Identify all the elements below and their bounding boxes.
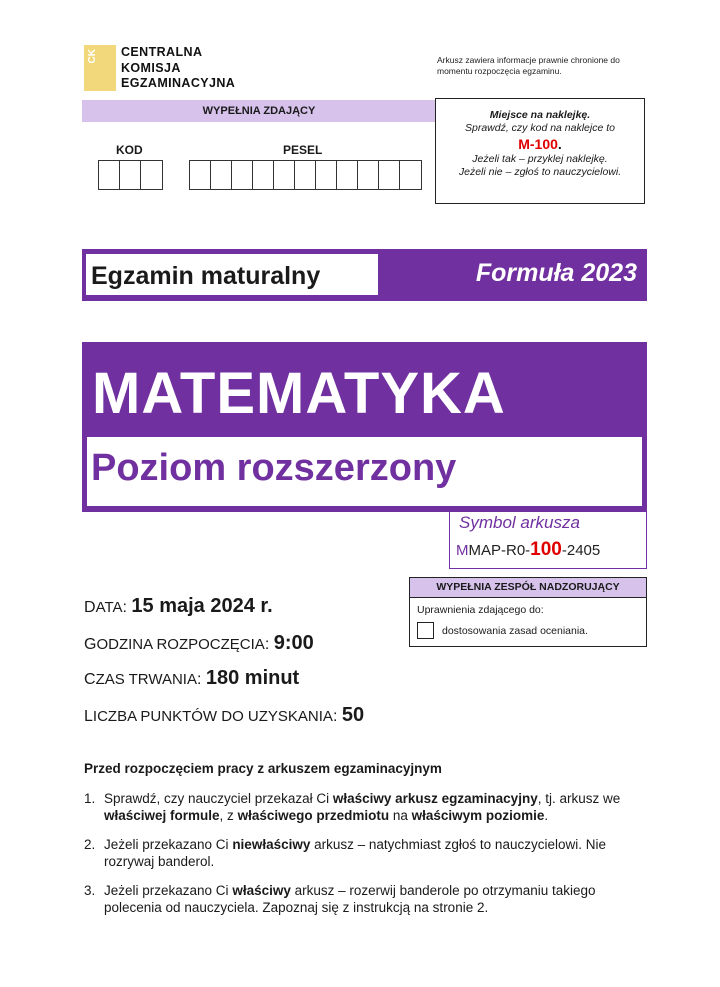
info-duration-sep: : xyxy=(196,671,206,688)
kod-digit-box[interactable] xyxy=(99,161,120,189)
kod-digit-box[interactable] xyxy=(141,161,162,189)
pesel-digit-box[interactable] xyxy=(379,161,400,189)
instruction-text: Jeżeli przekazano Ci xyxy=(104,883,233,898)
pesel-digit-box[interactable] xyxy=(295,161,316,189)
info-start-sep: : xyxy=(264,636,274,653)
exam-title: Egzamin maturalny xyxy=(91,262,321,290)
cke-logo-mark xyxy=(84,45,116,91)
kod-digit-box[interactable] xyxy=(120,161,141,189)
supervisors-box xyxy=(409,577,647,647)
instruction-number: 2. xyxy=(84,837,96,852)
pesel-digit-box[interactable] xyxy=(316,161,337,189)
cke-logo-text xyxy=(121,45,235,92)
info-duration xyxy=(84,667,299,690)
info-date xyxy=(84,595,273,618)
instruction-bold: właściwym poziomie xyxy=(411,807,545,823)
instruction-text: na xyxy=(389,807,412,823)
level-title: Poziom rozszerzony xyxy=(91,447,457,489)
pesel-digit-box[interactable] xyxy=(211,161,232,189)
instruction-bold: właściwy arkusz egzaminacyjny xyxy=(332,791,538,806)
pesel-digit-box[interactable] xyxy=(232,161,253,189)
instruction-item-2 xyxy=(84,837,644,870)
info-date-label-initial: D xyxy=(84,599,96,616)
logo-mark-letters: CK xyxy=(87,49,98,64)
info-start-label-initial: G xyxy=(84,636,97,653)
info-start-value: 9:00 xyxy=(273,632,314,654)
sticker-no-text: Jeżeli nie – zgłoś to nauczycielowi. xyxy=(458,166,622,178)
level-box xyxy=(87,437,642,506)
info-date-label: ATA xyxy=(95,599,123,616)
sticker-yes-text: Jeżeli tak – przyklej naklejkę. xyxy=(472,153,608,165)
info-points-label-initial: L xyxy=(84,708,93,725)
instruction-bold: niewłaściwy xyxy=(232,837,311,852)
info-date-value: 15 maja 2024 r. xyxy=(131,595,273,617)
logo-line-1: CENTRALNA xyxy=(121,45,203,59)
instruction-bold: właściwej formule xyxy=(104,807,220,823)
pesel-digit-box[interactable] xyxy=(358,161,379,189)
pesel-label: PESEL xyxy=(283,143,323,157)
info-points-sep: : xyxy=(332,708,342,725)
pesel-digit-box[interactable] xyxy=(274,161,295,189)
sheet-symbol-box xyxy=(449,509,647,569)
info-duration-label: ZAS TRWANIA xyxy=(95,671,197,688)
symbol-prefix-rest: MAP-R0- xyxy=(468,542,531,559)
instruction-text: arkusz – rozerwij banderole po otrzymaniu takiego polecenia od nauczyciela. Zapoznaj się z instrukcją na stronie 2. xyxy=(104,883,596,915)
legal-note: Arkusz zawiera informacje prawnie chronione do momentu rozpoczęcia egzaminu. xyxy=(437,55,620,76)
instruction-number: 3. xyxy=(84,883,96,898)
sticker-code-value: M-100 xyxy=(518,136,558,152)
instruction-number: 1. xyxy=(84,791,96,806)
pesel-digit-box[interactable] xyxy=(253,161,274,189)
grading-adjustment-checkbox[interactable] xyxy=(417,622,434,639)
pesel-digit-box[interactable] xyxy=(337,161,358,189)
instruction-text: , tj. arkusz we xyxy=(537,791,621,806)
info-start-time xyxy=(84,632,314,655)
subject-title: MATEMATYKA xyxy=(92,361,506,426)
info-points-label: ICZBA PUNKTÓW DO UZYSKANIA xyxy=(92,708,333,725)
symbol-suffix: -2405 xyxy=(561,542,601,559)
kod-label: KOD xyxy=(116,143,143,157)
info-date-sep: : xyxy=(122,599,132,616)
instructions-list xyxy=(84,791,644,929)
exam-title-box xyxy=(86,254,378,295)
instruction-text: . xyxy=(544,807,549,823)
logo-line-2: KOMISJA xyxy=(121,60,181,75)
instruction-bold: właściwego przedmiotu xyxy=(237,807,390,823)
pesel-digit-box[interactable] xyxy=(190,161,211,189)
kod-input-boxes[interactable] xyxy=(98,160,163,190)
sticker-code-dot: . xyxy=(557,136,562,152)
pesel-input-boxes[interactable] xyxy=(189,160,422,190)
sticker-title: Miejsce na naklejkę. xyxy=(489,109,591,121)
symbol-number: 100 xyxy=(530,539,562,560)
sheet-symbol-code xyxy=(456,539,600,561)
instruction-item-1 xyxy=(84,791,644,824)
subject-block xyxy=(82,342,647,512)
supervisors-header: WYPEŁNIA ZESPÓŁ NADZORUJĄCY xyxy=(410,578,646,598)
exam-formula: Formuła 2023 xyxy=(475,259,637,287)
info-duration-label-initial: C xyxy=(84,671,96,688)
grading-adjustment-label: dostosowania zasad oceniania. xyxy=(442,625,588,637)
sticker-check-text: Sprawdź, czy kod na naklejce to xyxy=(465,122,615,134)
sticker-code xyxy=(436,135,644,153)
supervisors-rights-text: Uprawnienia zdającego do: xyxy=(417,604,544,616)
instruction-text: , z xyxy=(219,807,238,823)
instruction-text: Sprawdź, czy nauczyciel przekazał Ci xyxy=(104,791,333,806)
sheet-symbol-label: Symbol arkusza xyxy=(459,513,580,532)
instruction-item-3 xyxy=(84,883,644,916)
instruction-text: arkusz – natychmiast zgłoś to nauczycielowi. Nie rozrywaj banderol. xyxy=(104,837,606,869)
info-start-label: ODZINA ROZPOCZĘCIA xyxy=(96,636,265,653)
logo-line-3: EGZAMINACYJNA xyxy=(121,76,236,90)
sticker-area xyxy=(435,98,645,204)
exam-band xyxy=(82,249,647,301)
symbol-prefix-m: M xyxy=(456,542,469,559)
candidate-section-header: WYPEŁNIA ZDAJĄCY xyxy=(82,100,436,122)
instruction-bold: właściwy xyxy=(232,883,291,898)
info-points-value: 50 xyxy=(341,704,365,726)
pesel-digit-box[interactable] xyxy=(400,161,421,189)
info-points xyxy=(84,704,364,727)
info-duration-value: 180 minut xyxy=(205,667,300,689)
instructions-title: Przed rozpoczęciem pracy z arkuszem egzaminacyjnym xyxy=(84,761,442,776)
instruction-text: Jeżeli przekazano Ci xyxy=(104,837,233,852)
